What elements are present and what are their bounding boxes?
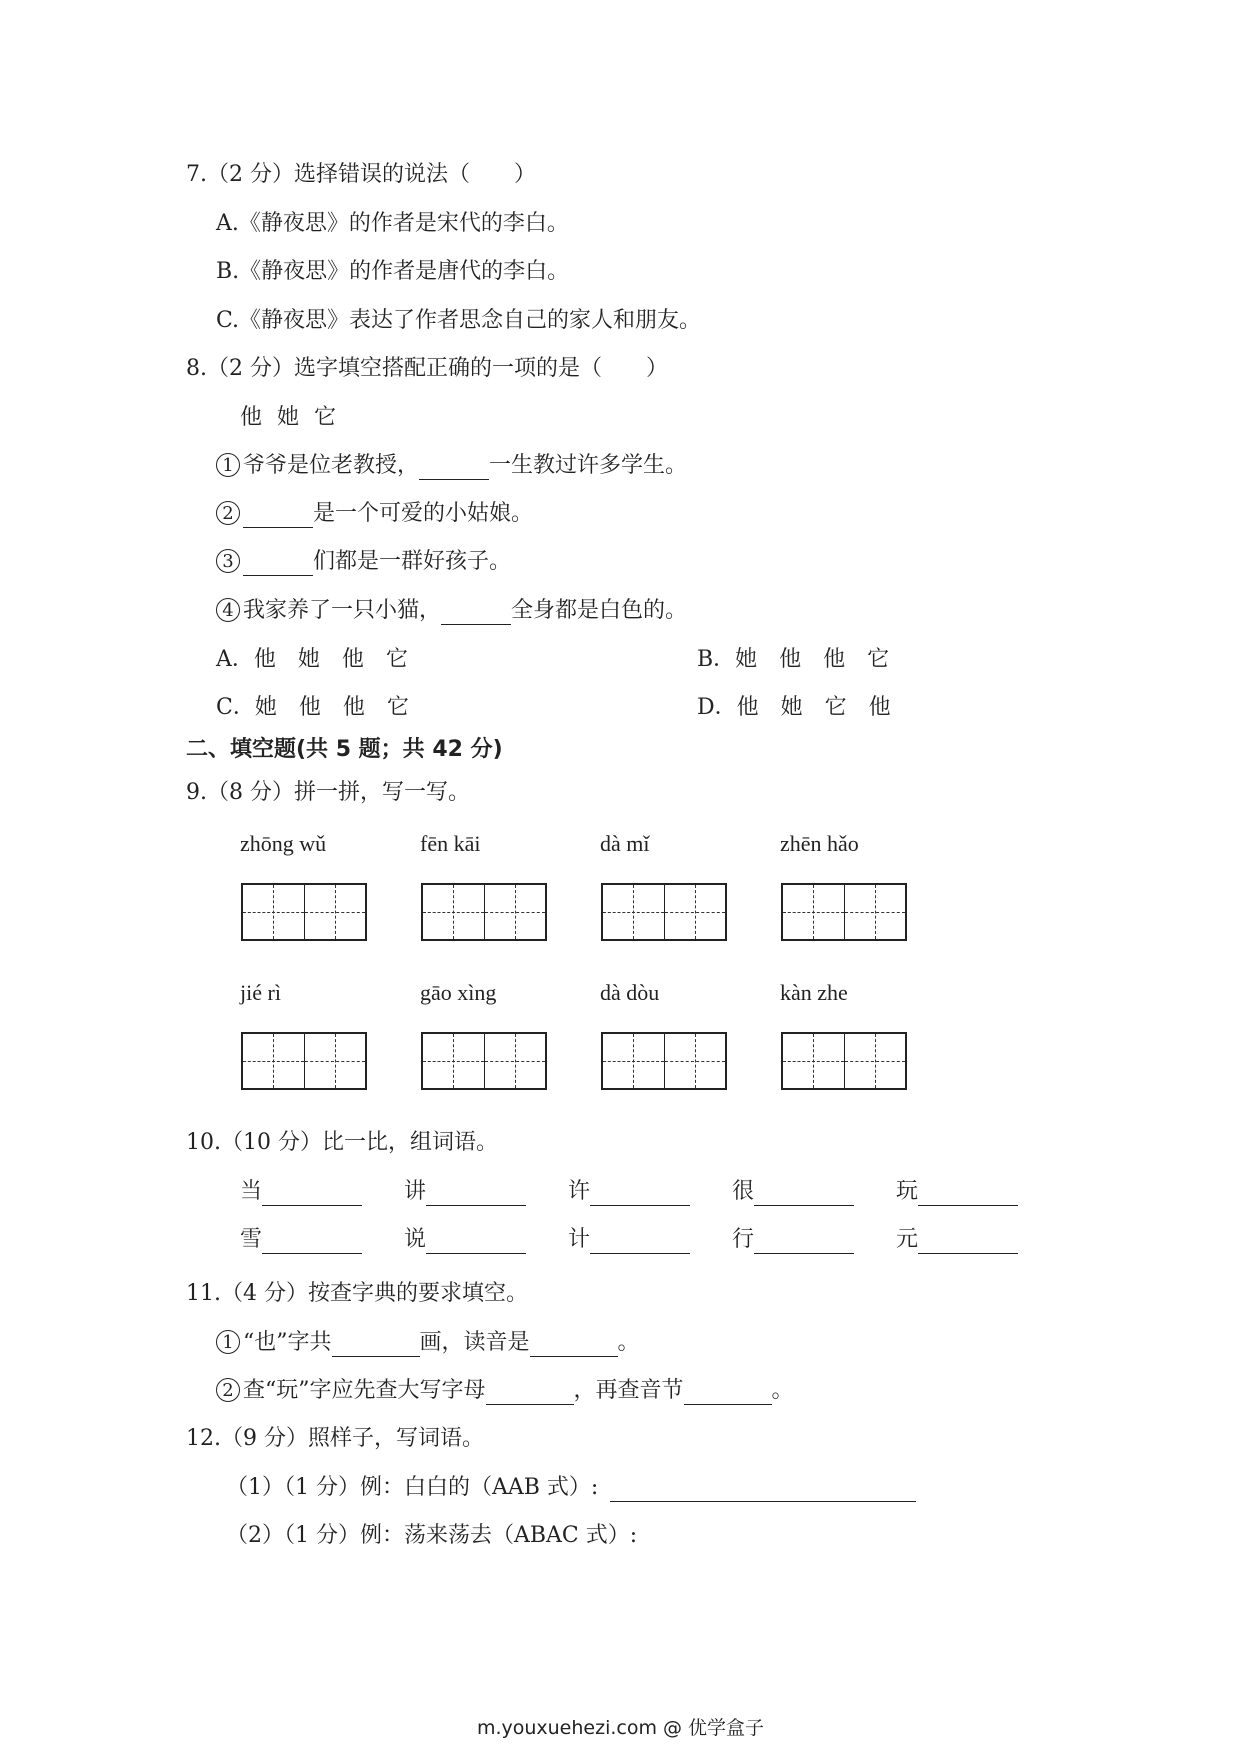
- base-char: 雪: [240, 1227, 263, 1252]
- q8-option-b: B．她 他 他 它: [697, 647, 890, 672]
- word-blank: [896, 1178, 1018, 1206]
- writing-grid[interactable]: [601, 1032, 727, 1090]
- q10-stem: 10.（10 分）比一比，组词语。: [186, 1130, 498, 1155]
- blank[interactable]: [419, 457, 489, 480]
- q11-text: 查“玩”字应先查大写字母: [243, 1378, 486, 1403]
- word-blank: [240, 1178, 362, 1206]
- q8-item-1: [216, 452, 687, 480]
- q7-option-c: C.《静夜思》表达了作者思念自己的家人和朋友。: [216, 308, 702, 333]
- pinyin-label: jié rì: [240, 980, 281, 1005]
- q8-choices: 他 她 它: [240, 405, 336, 430]
- base-char: 玩: [896, 1179, 919, 1204]
- word-blank: [732, 1226, 854, 1254]
- base-char: 当: [240, 1179, 263, 1204]
- writing-grid[interactable]: [781, 883, 907, 941]
- writing-grid[interactable]: [421, 1032, 547, 1090]
- word-blank: [404, 1226, 526, 1254]
- q12-sub-1: [226, 1474, 916, 1502]
- q8-option-a: A．他 她 他 它: [216, 647, 408, 672]
- circled-number: 3: [216, 549, 240, 573]
- circled-number: 1: [216, 453, 240, 477]
- q11-text: “也”字共: [243, 1330, 332, 1355]
- writing-grid[interactable]: [241, 1032, 367, 1090]
- q11-item-2: [216, 1377, 794, 1405]
- base-char: 说: [404, 1227, 427, 1252]
- q11-item-1: [216, 1329, 640, 1357]
- pinyin-label: dà dòu: [600, 980, 660, 1005]
- word-blank: [732, 1178, 854, 1206]
- pinyin-label: fēn kāi: [420, 831, 481, 856]
- q11-text: 。: [617, 1330, 640, 1355]
- q8-item-text: 一生教过许多学生。: [489, 453, 688, 478]
- writing-grid[interactable]: [781, 1032, 907, 1090]
- circled-number: 2: [216, 501, 240, 525]
- q8-item-text: 我家养了一只小猫，: [243, 598, 442, 623]
- blank[interactable]: [262, 1183, 362, 1206]
- writing-grid[interactable]: [601, 883, 727, 941]
- footer-watermark: m.youxuehezi.com @ 优学盒子: [476, 1717, 765, 1739]
- q12-stem: 12.（9 分）照样子，写词语。: [186, 1426, 484, 1451]
- q7-option-b: B.《静夜思》的作者是唐代的李白。: [216, 259, 570, 284]
- blank[interactable]: [590, 1231, 690, 1254]
- blank[interactable]: [684, 1382, 772, 1405]
- blank[interactable]: [262, 1231, 362, 1254]
- q11-stem: 11.（4 分）按查字典的要求填空。: [186, 1281, 528, 1306]
- q8-item-text: 们都是一群好孩子。: [313, 549, 512, 574]
- pinyin-label: zhēn hǎo: [780, 831, 859, 856]
- word-blank: [896, 1226, 1018, 1254]
- q11-text: ，再查音节: [573, 1378, 684, 1403]
- blank[interactable]: [441, 602, 511, 625]
- q8-option-c: C．她 他 他 它: [216, 695, 409, 720]
- writing-grid[interactable]: [241, 883, 367, 941]
- pinyin-label: dà mǐ: [600, 831, 650, 856]
- q7-option-a: A.《静夜思》的作者是宋代的李白。: [216, 211, 569, 236]
- q8-option-d: D．他 她 它 他: [697, 695, 891, 720]
- circled-number: 4: [216, 598, 240, 622]
- word-blank: [568, 1226, 690, 1254]
- q8-item-4: [216, 597, 687, 625]
- base-char: 讲: [404, 1179, 427, 1204]
- word-blank: [568, 1178, 690, 1206]
- q8-item-3: [216, 548, 511, 576]
- q11-text: 画，读音是: [419, 1330, 530, 1355]
- q8-stem: 8.（2 分）选字填空搭配正确的一项的是（ ）: [186, 356, 668, 381]
- base-char: 许: [568, 1179, 591, 1204]
- section-heading: 二、填空题(共 5 题；共 42 分): [186, 737, 503, 762]
- pinyin-label: kàn zhe: [780, 980, 848, 1005]
- blank[interactable]: [590, 1183, 690, 1206]
- blank[interactable]: [918, 1231, 1018, 1254]
- circled-number: 2: [216, 1378, 240, 1402]
- pinyin-label: zhōng wǔ: [240, 831, 327, 856]
- blank[interactable]: [918, 1183, 1018, 1206]
- word-blank: [404, 1178, 526, 1206]
- blank[interactable]: [754, 1231, 854, 1254]
- q12-sub-text: （1）（1 分）例：白白的（AAB 式）:: [226, 1475, 599, 1500]
- answer-line[interactable]: [610, 1479, 916, 1502]
- q8-item-text: 爷爷是位老教授，: [243, 453, 420, 478]
- q7-stem: 7.（2 分）选择错误的说法（ ）: [186, 162, 536, 187]
- blank[interactable]: [530, 1334, 618, 1357]
- word-blank: [240, 1226, 362, 1254]
- blank[interactable]: [426, 1231, 526, 1254]
- q8-item-text: 全身都是白色的。: [511, 598, 688, 623]
- q12-sub-2: （2）（1 分）例：荡来荡去（ABAC 式）:: [226, 1523, 638, 1548]
- blank[interactable]: [486, 1382, 574, 1405]
- blank[interactable]: [332, 1334, 420, 1357]
- q9-stem: 9.（8 分）拼一拼，写一写。: [186, 780, 470, 805]
- q8-item-text: 是一个可爱的小姑娘。: [313, 501, 534, 526]
- q8-item-2: [216, 500, 533, 528]
- blank[interactable]: [243, 553, 313, 576]
- circled-number: 1: [216, 1330, 240, 1354]
- writing-grid[interactable]: [421, 883, 547, 941]
- q11-text: 。: [771, 1378, 794, 1403]
- base-char: 计: [568, 1227, 591, 1252]
- pinyin-label: gāo xìng: [420, 980, 497, 1005]
- base-char: 很: [732, 1179, 755, 1204]
- blank[interactable]: [426, 1183, 526, 1206]
- blank[interactable]: [754, 1183, 854, 1206]
- base-char: 行: [732, 1227, 755, 1252]
- blank[interactable]: [243, 505, 313, 528]
- base-char: 元: [896, 1227, 919, 1252]
